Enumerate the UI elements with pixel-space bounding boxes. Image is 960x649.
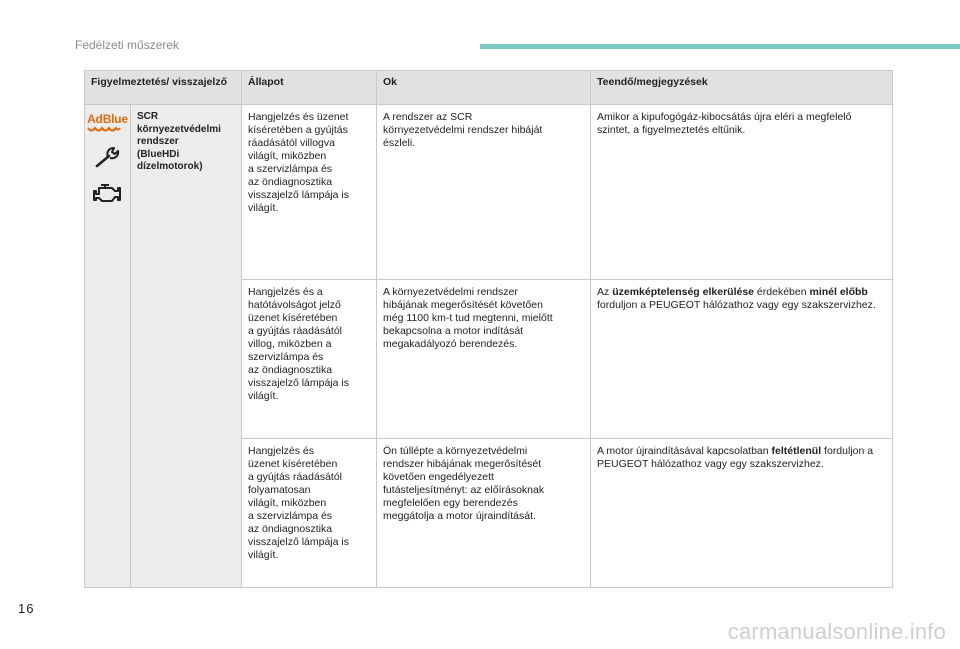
state-line: a gyújtás ráadásától [248,471,342,483]
action-emphasis: üzemképtelenség elkerülése [612,286,755,298]
state-cell [242,280,377,439]
cause-line: megakadályozó berendezés. [383,338,518,350]
system-name-line: SCR [137,111,159,122]
state-line: kíséretében a gyújtás [248,124,348,136]
state-line: az öndiagnosztika [248,176,333,188]
system-name-line: dízelmotorok) [137,161,203,172]
engine-icon [92,181,124,205]
column-header-state: Állapot [242,71,377,105]
state-line: Hangjelzés és a [248,286,323,298]
system-name-cell [131,105,242,588]
action-cell [591,439,893,588]
action-cell [591,280,893,439]
action-emphasis: feltétlenül [771,445,822,457]
action-text: érdekében [754,286,810,298]
action-text: Az [597,286,613,298]
action-text: forduljon a PEUGEOT hálózathoz vagy egy szakszervizhez. [597,299,876,311]
state-line: hatótávolságot jelző [248,299,341,311]
page-number: 16 [18,601,35,616]
system-name-line: környezetvédelmi [137,123,221,135]
cause-line: A rendszer az SCR [383,111,473,123]
cause-line: bekapcsolna a motor indítását [383,325,524,337]
state-cell [242,105,377,280]
action-text: forduljon a PEUGEOT hálózathoz vagy egy szakszervizhez. [597,445,874,470]
cause-cell [377,105,591,280]
adblue-icon-label: AdBlue [87,112,128,126]
state-line: a gyújtás ráadásától [248,325,342,337]
table-row [85,105,893,280]
cause-line: futásteljesítményt: az előírásoknak [383,484,545,496]
action-text: A motor újraindításával kapcsolatban [597,445,772,457]
state-line: villog, miközben a [248,338,332,350]
action-cell [591,105,893,280]
section-title: Fedélzeti műszerek [75,38,180,52]
adblue-wave-icon [87,126,121,133]
state-line: az öndiagnosztika [248,364,333,376]
state-line: ráadásától villogva [248,137,335,149]
cause-line: követően engedélyezett [383,471,494,483]
state-line: visszajelző lámpája is [248,189,349,201]
watermark: carmanualsonline.info [727,619,946,644]
cause-line: meggátolja a motor újraindítását. [383,510,536,522]
cause-line: környezetvédelmi rendszer hibáját [383,124,543,136]
state-line: a szervizlámpa és [248,163,333,175]
state-line: világít. [248,202,279,214]
state-line: világít, miközben [248,497,327,509]
state-cell [242,439,377,588]
state-line: visszajelző lámpája is [248,536,349,548]
state-line: üzenet kíséretében [248,458,338,470]
cause-line: hibájának megerősítését követően [383,299,543,311]
state-line: világít. [248,549,279,561]
state-line: világít, miközben [248,150,327,162]
column-header-warning: Figyelmeztetés/ visszajelző [85,71,242,105]
cause-line: még 1100 km-t tud megtenni, mielőtt [383,312,553,324]
wrench-icon [94,145,122,169]
system-name-line: rendszer [137,136,179,147]
section-accent-bar [480,44,960,49]
table-header-row [85,71,893,105]
warning-table [84,70,893,588]
state-line: Hangjelzés és üzenet [248,111,349,123]
state-line: világít. [248,390,279,402]
adblue-icon [87,113,128,133]
column-header-cause: Ok [377,71,591,105]
state-line: Hangjelzés és [248,445,314,457]
state-line: üzenet kíséretében [248,312,338,324]
state-line: a szervizlámpa és [248,510,333,522]
state-line: visszajelző lámpája is [248,377,349,389]
cause-line: Ön túllépte a környezetvédelmi [383,445,528,457]
cause-line: rendszer hibájának megerősítését [383,458,542,470]
column-header-action: Teendő/megjegyzések [591,71,893,105]
state-line: az öndiagnosztika [248,523,333,535]
cause-cell [377,439,591,588]
action-text: Amikor a kipufogógáz-kibocsátás újra eléri a megfelelő szintet, a figyelmeztetés eltűnik. [597,111,852,136]
cause-line: észleli. [383,137,416,149]
cause-line: A környezetvédelmi rendszer [383,286,518,298]
state-line: szervizlámpa és [248,351,324,363]
action-emphasis: minél előbb [809,286,868,298]
cause-cell [377,280,591,439]
state-line: folyamatosan [248,484,311,496]
system-name-line: (BlueHDi [137,148,180,160]
indicator-icons-cell [85,105,131,588]
cause-line: megfelelően egy berendezés [383,497,518,509]
